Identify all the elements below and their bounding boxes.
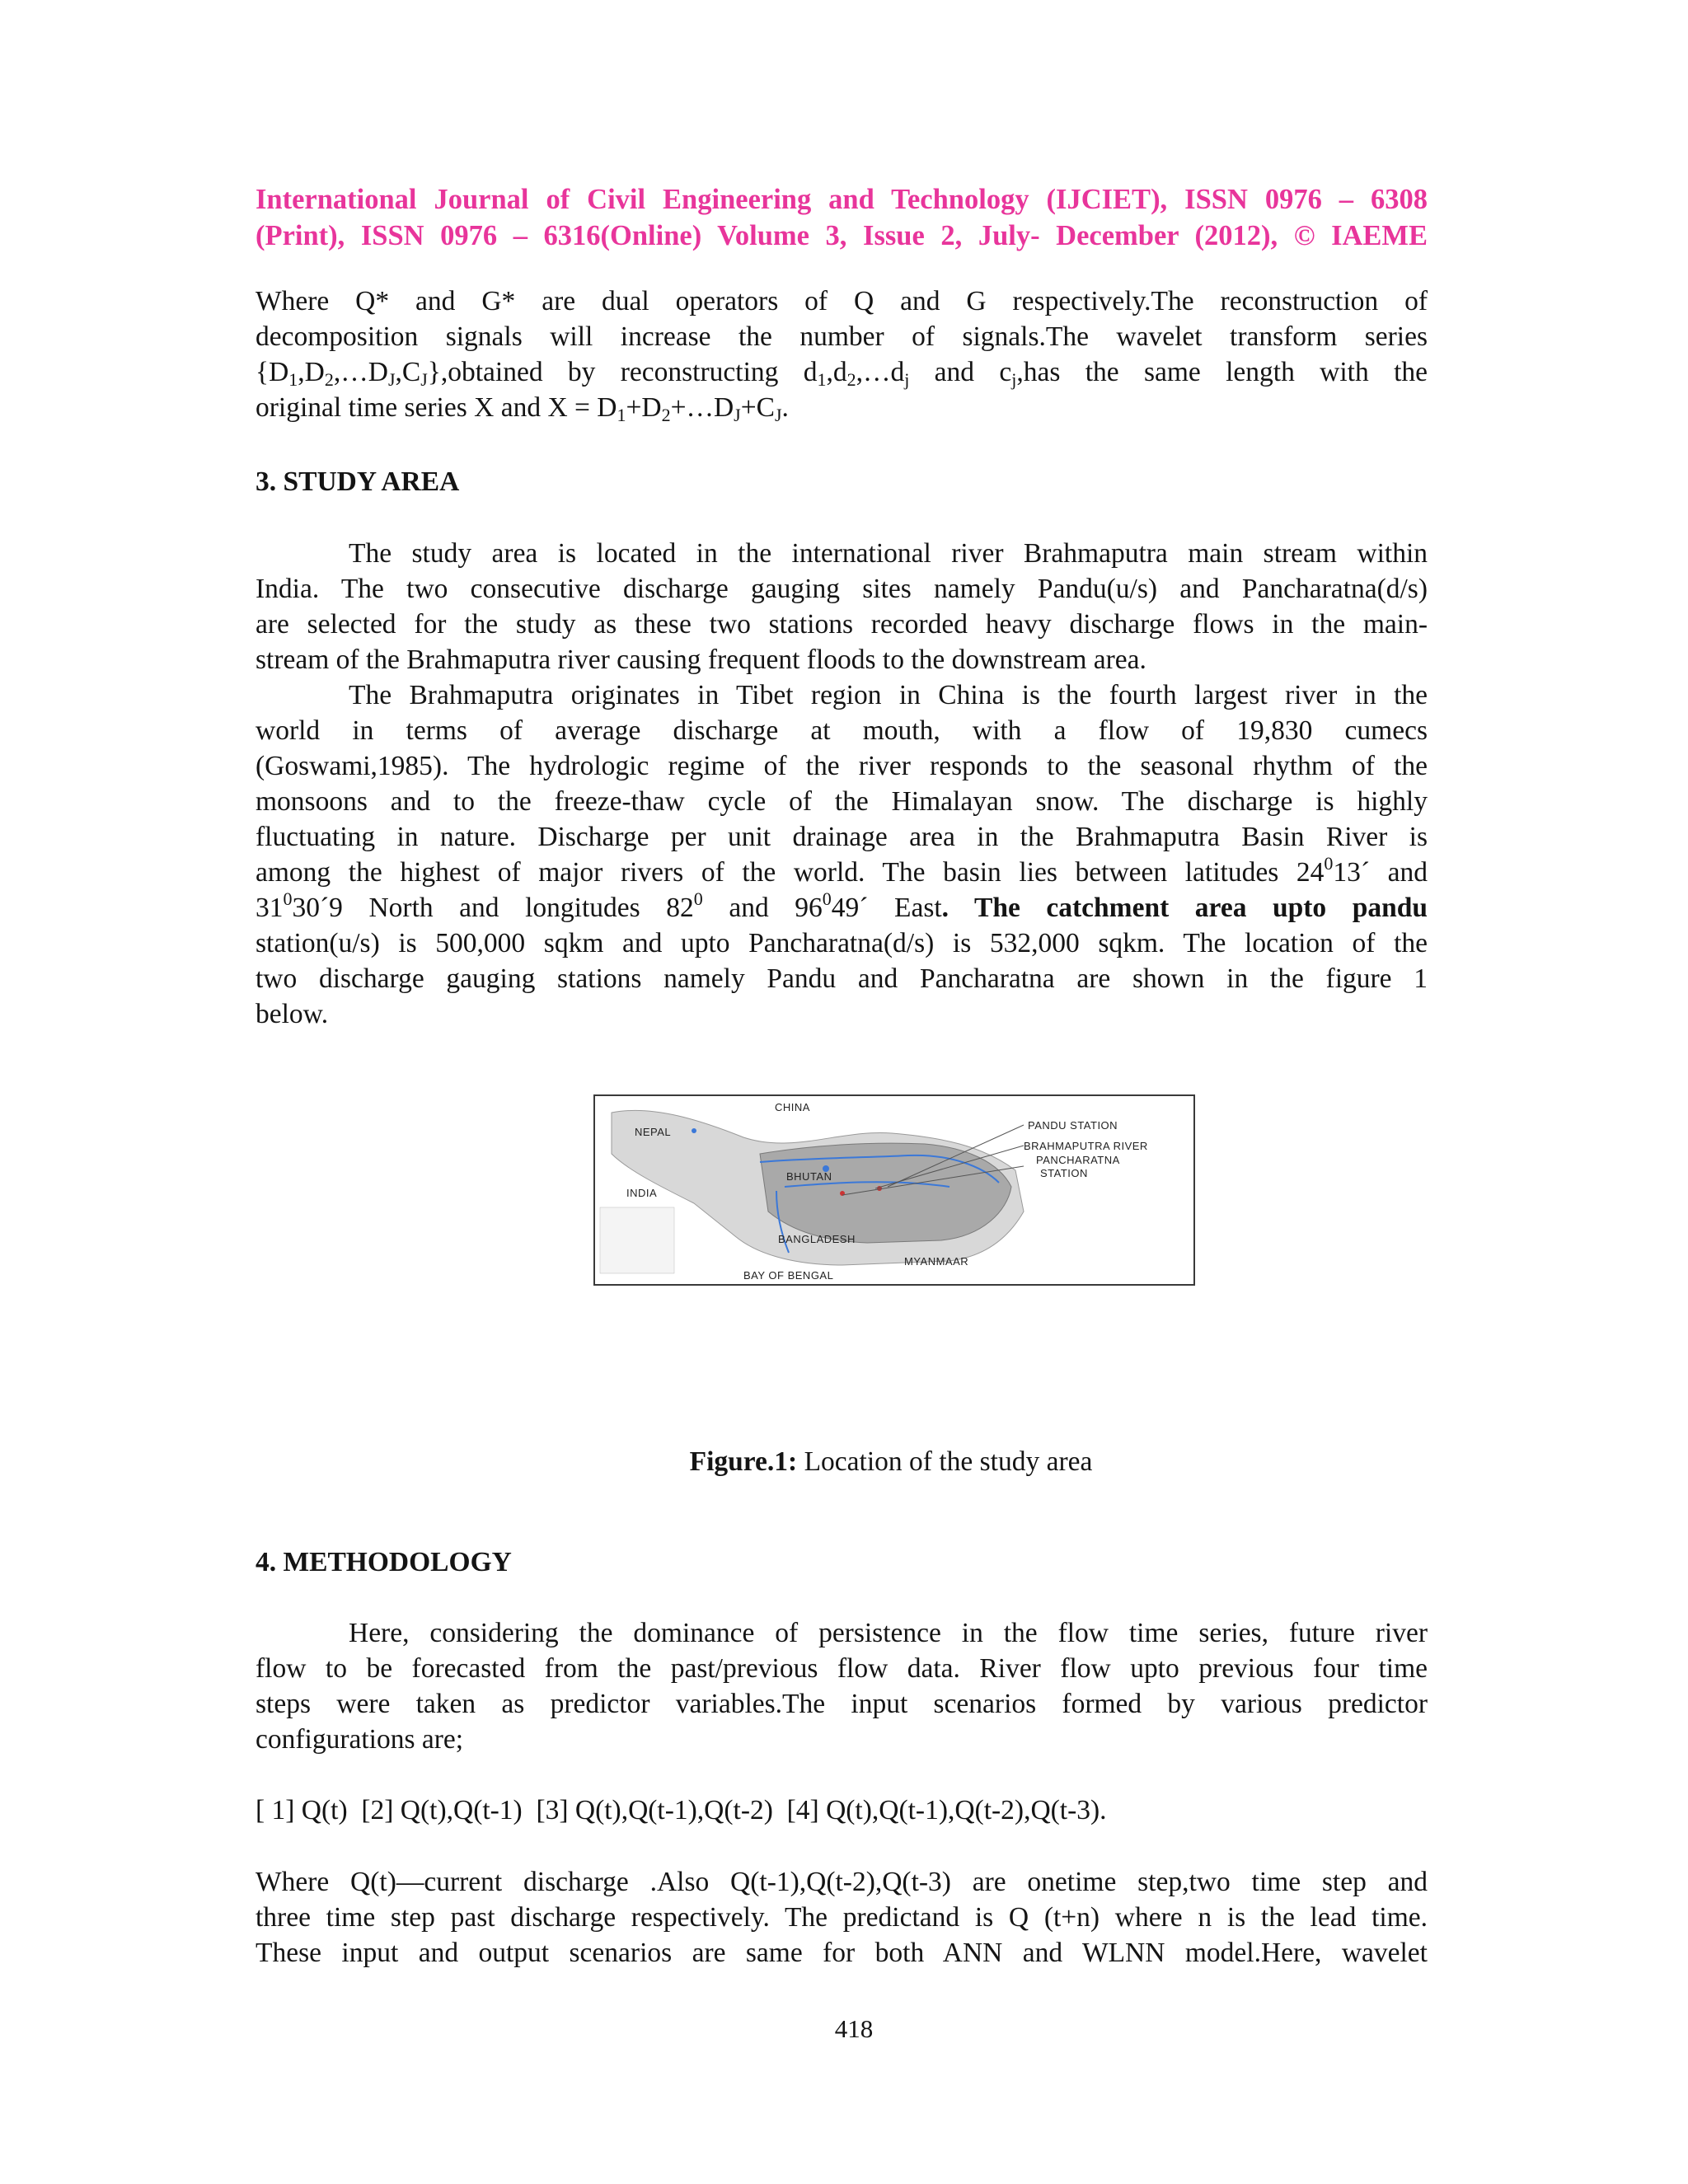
map-label-nepal: NEPAL [635,1126,672,1138]
paragraph-line: Where Q(t)—current discharge .Also Q(t-1),Q(t-2),Q(t-3) are onetime step,two time step and [256,1867,1428,1897]
paragraph-line: three time step past discharge respectively. The predictand is Q (t+n) where n is the lead time. [256,1902,1428,1933]
paragraph-line: fluctuating in nature. Discharge per unit drainage area in the Brahmaputra Basin River is [256,822,1428,852]
paragraph-line: (Goswami,1985). The hydrologic regime of the river responds to the seasonal rhythm of the [256,751,1428,781]
map-label-myanmaar: MYANMAAR [904,1255,969,1268]
paragraph-line: These input and output scenarios are same for both ANN and WLNN model.Here, wavelet [256,1938,1428,1968]
map-label-india: INDIA [626,1187,658,1199]
paragraph-line: are selected for the study as these two stations recorded heavy discharge flows in the main- [256,609,1428,640]
intro-paragraph [256,284,1428,425]
journal-header-line-1: International Journal of Civil Engineering and Technology (IJCIET), ISSN 0976 – 6308 [256,184,1428,215]
paragraph-line: steps were taken as predictor variables.The input scenarios formed by various predictor [256,1689,1428,1719]
map-label-china: CHINA [775,1101,810,1113]
paragraph-line: $31^030´9$ North and longitudes $82^0$ and $96^049´$ East. The catchment area upto pandu [256,888,1428,923]
study-area-paragraph-1 [256,536,1428,677]
paragraph-line: configurations are; [256,1724,464,1755]
map-label-pancharatna: PANCHARATNA [1036,1154,1120,1166]
input-scenarios: [ 1] Q(t) [2] Q(t),Q(t-1) [3] Q(t),Q(t-1),Q(t-2) [4] Q(t),Q(t-1),Q(t-2),Q(t-3). [256,1795,1107,1825]
study-area-map [593,1094,1195,1286]
intro-line: decomposition signals will increase the number of signals.The wavelet transform series [256,321,1428,352]
paragraph-line: flow to be forecasted from the past/previous flow data. River flow upto previous four time [256,1653,1428,1684]
page [256,0,1428,2184]
paragraph-line: among the highest of major rivers of the world. The basin lies between latitudes $24^013´$ and [256,853,1428,888]
map-label-brahmaputra-river: BRAHMAPUTRA RIVER [1024,1140,1148,1152]
map-label-bhutan: BHUTAN [786,1170,832,1183]
intro-line: original time series X and $X = D_1+D_2+\dots D_J+C_J$. [256,392,789,425]
section-4-heading: 4. METHODOLOGY [256,1547,512,1577]
paragraph-line: Here, considering the dominance of persistence in the flow time series, future river [349,1618,1428,1648]
paragraph-line: The Brahmaputra originates in Tibet region in China is the fourth largest river in the [349,680,1428,710]
figure-caption: Figure.1: Location of the study area [689,1446,1093,1477]
paragraph-line: monsoons and to the freeze-thaw cycle of the Himalayan snow. The discharge is highly [256,786,1428,817]
paragraph-line: world in terms of average discharge at mouth, with a flow of 19,830 cumecs [256,715,1428,746]
intro-line: $\{D_1,D_2,\dots D_J,C_J\},obtained$ by reconstructing $d_1,d_2,\dots d_j$ and $c_j,has$ the same length with the [256,357,1428,390]
map-label-pandu-station: PANDU STATION [1028,1119,1118,1132]
page-number: 418 [834,2014,874,2043]
paragraph-line: The study area is located in the international river Brahmaputra main stream within [349,538,1428,569]
map-graphic [595,1096,1193,1284]
map-label-station: STATION [1040,1167,1088,1179]
paragraph-line: two discharge gauging stations namely Pandu and Pancharatna are shown in the figure 1 [256,963,1428,994]
paragraph-line: station(u/s) is 500,000 sqkm and upto Pancharatna(d/s) is 532,000 sqkm. The location of the [256,928,1428,958]
methodology-paragraph-2 [256,1864,1428,1971]
section-3-heading: 3. STUDY AREA [256,466,460,497]
paragraph-line: below. [256,999,329,1029]
journal-header [256,181,1428,254]
journal-header-line-2: (Print), ISSN 0976 – 6316(Online) Volume 3, Issue 2, July- December (2012), © IAEME [256,220,1428,251]
study-area-paragraph-2 [256,677,1428,1032]
methodology-paragraph-1 [256,1615,1428,1757]
paragraph-line: India. The two consecutive discharge gauging sites namely Pandu(u/s) and Pancharatna(d/s) [256,574,1428,604]
paragraph-line: stream of the Brahmaputra river causing frequent floods to the downstream area. [256,644,1146,675]
intro-line: Where Q* and G* are dual operators of Q and G respectively.The reconstruction of [256,286,1428,316]
map-label-bay-of-bengal: BAY OF BENGAL [743,1269,834,1282]
map-label-bangladesh: BANGLADESH [778,1233,856,1245]
